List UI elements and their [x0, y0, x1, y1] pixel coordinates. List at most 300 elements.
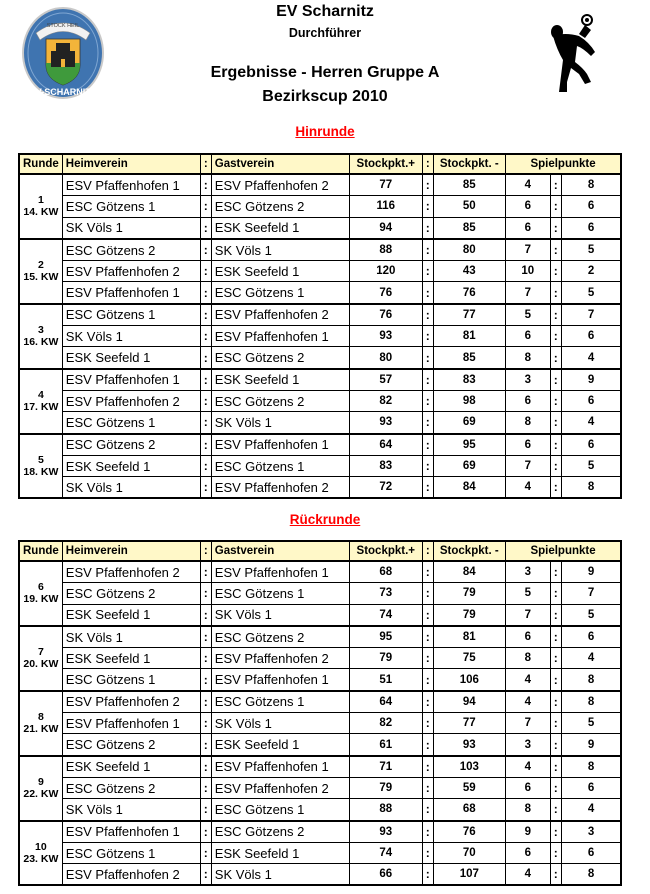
- calendar-week: 15. KW: [23, 271, 59, 284]
- spielpunkte-guest: 8: [561, 174, 621, 196]
- table-row: [19, 626, 621, 648]
- table-row: [19, 196, 621, 217]
- home-team: ESK Seefeld 1: [62, 455, 200, 476]
- home-team: SK Völs 1: [62, 217, 200, 239]
- separator: :: [422, 842, 433, 863]
- separator: :: [550, 842, 561, 863]
- stockpunkte-minus: 103: [433, 756, 505, 778]
- separator: :: [422, 756, 433, 778]
- stockpunkte-minus: 98: [433, 390, 505, 411]
- home-team: ESC Götzens 1: [62, 669, 200, 691]
- svg-text:EV-SCHARNITZ: EV-SCHARNITZ: [29, 87, 97, 97]
- spielpunkte-home: 6: [505, 777, 550, 798]
- guest-team: ESV Pfaffenhofen 1: [211, 326, 349, 347]
- calendar-week: 16. KW: [23, 336, 59, 349]
- separator: :: [422, 669, 433, 691]
- separator: :: [550, 412, 561, 434]
- separator: :: [550, 455, 561, 476]
- guest-team: SK Völs 1: [211, 713, 349, 734]
- spielpunkte-home: 10: [505, 261, 550, 282]
- separator: :: [422, 347, 433, 369]
- guest-team: ESK Seefeld 1: [211, 217, 349, 239]
- stockpunkte-plus: 72: [349, 477, 422, 499]
- stockpunkte-minus: 75: [433, 648, 505, 669]
- rueckrunde-title: Rückrunde: [289, 512, 361, 527]
- table-row: [19, 648, 621, 669]
- separator: :: [200, 477, 211, 499]
- round-number: 6: [37, 581, 44, 594]
- separator: :: [200, 196, 211, 217]
- spielpunkte-home: 4: [505, 756, 550, 778]
- table-header-row: [19, 154, 621, 174]
- home-team: ESK Seefeld 1: [62, 604, 200, 626]
- stockpunkte-plus: 93: [349, 326, 422, 347]
- stockpunkte-plus: 93: [349, 412, 422, 434]
- spielpunkte-home: 8: [505, 412, 550, 434]
- stockpunkte-plus: 64: [349, 691, 422, 713]
- round-number: 1: [37, 194, 44, 207]
- spielpunkte-home: 6: [505, 196, 550, 217]
- separator: :: [422, 626, 433, 648]
- separator: :: [550, 864, 561, 886]
- col-gastverein: Gastverein: [211, 154, 349, 174]
- spielpunkte-home: 9: [505, 821, 550, 843]
- stock-shooter-figure-icon: [545, 12, 605, 94]
- separator: :: [550, 477, 561, 499]
- guest-team: ESC Götzens 1: [211, 691, 349, 713]
- spielpunkte-home: 3: [505, 369, 550, 391]
- separator: :: [200, 821, 211, 843]
- guest-team: ESC Götzens 1: [211, 282, 349, 304]
- home-team: ESV Pfaffenhofen 2: [62, 691, 200, 713]
- separator: :: [200, 326, 211, 347]
- spielpunkte-home: 3: [505, 561, 550, 583]
- separator: :: [200, 648, 211, 669]
- page-header: [0, 0, 650, 120]
- home-team: ESC Götzens 2: [62, 434, 200, 456]
- table-row: [19, 842, 621, 863]
- separator: :: [200, 239, 211, 261]
- spielpunkte-guest: 2: [561, 261, 621, 282]
- separator: :: [422, 239, 433, 261]
- spielpunkte-guest: 5: [561, 604, 621, 626]
- separator: :: [550, 174, 561, 196]
- organizer-role: Durchführer: [288, 26, 362, 40]
- stockpunkte-plus: 82: [349, 390, 422, 411]
- table-row: [19, 261, 621, 282]
- home-team: ESC Götzens 1: [62, 196, 200, 217]
- results-subtitle: Ergebnisse - Herren Gruppe A: [210, 64, 440, 81]
- spielpunkte-home: 5: [505, 304, 550, 326]
- separator: :: [422, 734, 433, 756]
- home-team: ESK Seefeld 1: [62, 347, 200, 369]
- spielpunkte-home: 4: [505, 669, 550, 691]
- separator: :: [550, 561, 561, 583]
- stockpunkte-minus: 81: [433, 326, 505, 347]
- stockpunkte-minus: 43: [433, 261, 505, 282]
- separator: :: [200, 561, 211, 583]
- stockpunkte-plus: 61: [349, 734, 422, 756]
- spielpunkte-home: 6: [505, 626, 550, 648]
- separator: :: [200, 369, 211, 391]
- separator: :: [550, 777, 561, 798]
- stockpunkte-minus: 83: [433, 369, 505, 391]
- table-row: [19, 390, 621, 411]
- spielpunkte-guest: 8: [561, 756, 621, 778]
- spielpunkte-guest: 8: [561, 691, 621, 713]
- separator: :: [422, 477, 433, 499]
- round-number: 5: [37, 454, 44, 466]
- table-row: [19, 217, 621, 239]
- spielpunkte-guest: 7: [561, 304, 621, 326]
- club-name: EV Scharnitz: [276, 3, 374, 20]
- hinrunde-title: Hinrunde: [295, 124, 355, 139]
- stockpunkte-minus: 76: [433, 821, 505, 843]
- spielpunkte-home: 7: [505, 713, 550, 734]
- spielpunkte-guest: 6: [561, 196, 621, 217]
- separator: :: [550, 648, 561, 669]
- stockpunkte-minus: 77: [433, 713, 505, 734]
- spielpunkte-home: 6: [505, 326, 550, 347]
- spielpunkte-guest: 3: [561, 821, 621, 843]
- rueckrunde-results-table: [18, 540, 622, 886]
- stockpunkte-plus: 77: [349, 174, 422, 196]
- spielpunkte-guest: 6: [561, 842, 621, 863]
- stockpunkte-plus: 83: [349, 455, 422, 476]
- separator: :: [422, 261, 433, 282]
- stockpunkte-minus: 93: [433, 734, 505, 756]
- separator: :: [200, 282, 211, 304]
- spielpunkte-guest: 6: [561, 217, 621, 239]
- home-team: ESC Götzens 2: [62, 583, 200, 604]
- spielpunkte-home: 8: [505, 799, 550, 821]
- home-team: ESV Pfaffenhofen 1: [62, 369, 200, 391]
- spielpunkte-guest: 9: [561, 561, 621, 583]
- round-cell: [19, 174, 62, 239]
- separator: :: [550, 390, 561, 411]
- separator: :: [422, 455, 433, 476]
- guest-team: SK Völs 1: [211, 412, 349, 434]
- guest-team: ESC Götzens 2: [211, 347, 349, 369]
- stockpunkte-minus: 84: [433, 477, 505, 499]
- home-team: ESC Götzens 1: [62, 842, 200, 863]
- stockpunkte-plus: 88: [349, 239, 422, 261]
- home-team: ESC Götzens 1: [62, 304, 200, 326]
- home-team: SK Völs 1: [62, 626, 200, 648]
- guest-team: ESK Seefeld 1: [211, 842, 349, 863]
- guest-team: ESV Pfaffenhofen 1: [211, 756, 349, 778]
- stockpunkte-plus: 74: [349, 842, 422, 863]
- round-cell: [19, 691, 62, 756]
- stockpunkte-plus: 82: [349, 713, 422, 734]
- separator: :: [200, 626, 211, 648]
- svg-text:STOCK HEIL: STOCK HEIL: [46, 23, 80, 29]
- separator: :: [200, 604, 211, 626]
- table-row: [19, 326, 621, 347]
- stockpunkte-plus: 79: [349, 777, 422, 798]
- table-row: [19, 691, 621, 713]
- guest-team: ESK Seefeld 1: [211, 734, 349, 756]
- spielpunkte-home: 6: [505, 842, 550, 863]
- separator: :: [422, 777, 433, 798]
- separator: :: [550, 261, 561, 282]
- separator: :: [550, 799, 561, 821]
- guest-team: ESC Götzens 1: [211, 583, 349, 604]
- separator: :: [200, 347, 211, 369]
- stockpunkte-minus: 81: [433, 626, 505, 648]
- home-team: ESV Pfaffenhofen 2: [62, 864, 200, 886]
- guest-team: ESV Pfaffenhofen 2: [211, 648, 349, 669]
- separator: :: [550, 282, 561, 304]
- home-team: ESV Pfaffenhofen 2: [62, 390, 200, 411]
- separator: :: [200, 217, 211, 239]
- home-team: ESK Seefeld 1: [62, 756, 200, 778]
- separator: :: [422, 561, 433, 583]
- separator: :: [422, 326, 433, 347]
- separator: :: [200, 455, 211, 476]
- spielpunkte-guest: 8: [561, 669, 621, 691]
- spielpunkte-guest: 5: [561, 455, 621, 476]
- table-row: [19, 304, 621, 326]
- table-row: [19, 239, 621, 261]
- separator: :: [422, 799, 433, 821]
- separator: :: [550, 347, 561, 369]
- separator: :: [550, 713, 561, 734]
- table-row: [19, 583, 621, 604]
- spielpunkte-guest: 6: [561, 390, 621, 411]
- round-cell: [19, 756, 62, 821]
- calendar-week: 14. KW: [23, 206, 59, 219]
- col-spielpunkte: Spielpunkte: [505, 541, 621, 561]
- guest-team: ESC Götzens 2: [211, 390, 349, 411]
- separator: :: [200, 304, 211, 326]
- spielpunkte-home: 7: [505, 239, 550, 261]
- stockpunkte-plus: 71: [349, 756, 422, 778]
- separator: :: [422, 821, 433, 843]
- separator: :: [200, 669, 211, 691]
- separator: :: [422, 604, 433, 626]
- stockpunkte-plus: 95: [349, 626, 422, 648]
- guest-team: ESV Pfaffenhofen 1: [211, 561, 349, 583]
- stockpunkte-minus: 79: [433, 604, 505, 626]
- separator: :: [422, 691, 433, 713]
- calendar-week: 21. KW: [23, 723, 59, 736]
- calendar-week: 17. KW: [23, 401, 59, 414]
- separator: :: [422, 196, 433, 217]
- calendar-week: 22. KW: [23, 788, 59, 801]
- guest-team: ESK Seefeld 1: [211, 261, 349, 282]
- stockpunkte-minus: 107: [433, 864, 505, 886]
- guest-team: ESC Götzens 2: [211, 626, 349, 648]
- separator: :: [550, 734, 561, 756]
- home-team: ESV Pfaffenhofen 1: [62, 713, 200, 734]
- spielpunkte-guest: 9: [561, 369, 621, 391]
- spielpunkte-guest: 4: [561, 799, 621, 821]
- table-row: [19, 734, 621, 756]
- guest-team: ESK Seefeld 1: [211, 369, 349, 391]
- col-runde: Runde: [19, 541, 62, 561]
- separator: :: [200, 583, 211, 604]
- spielpunkte-home: 6: [505, 390, 550, 411]
- col-separator: :: [422, 541, 433, 561]
- spielpunkte-guest: 7: [561, 583, 621, 604]
- stockpunkte-plus: 94: [349, 217, 422, 239]
- separator: :: [550, 326, 561, 347]
- hinrunde-results-table: [18, 153, 622, 499]
- spielpunkte-home: 7: [505, 604, 550, 626]
- home-team: ESC Götzens 1: [62, 412, 200, 434]
- table-row: [19, 347, 621, 369]
- separator: :: [422, 304, 433, 326]
- round-number: 3: [37, 324, 44, 337]
- stockpunkte-minus: 79: [433, 583, 505, 604]
- round-cell: [19, 626, 62, 691]
- separator: :: [422, 217, 433, 239]
- round-cell: [19, 561, 62, 626]
- separator: :: [550, 604, 561, 626]
- spielpunkte-guest: 6: [561, 434, 621, 456]
- spielpunkte-guest: 6: [561, 777, 621, 798]
- spielpunkte-home: 8: [505, 347, 550, 369]
- round-cell: [19, 304, 62, 369]
- home-team: ESC Götzens 2: [62, 777, 200, 798]
- guest-team: ESC Götzens 1: [211, 455, 349, 476]
- separator: :: [422, 434, 433, 456]
- separator: :: [550, 196, 561, 217]
- guest-team: ESC Götzens 2: [211, 821, 349, 843]
- stockpunkte-minus: 50: [433, 196, 505, 217]
- guest-team: SK Völs 1: [211, 239, 349, 261]
- table-row: [19, 282, 621, 304]
- stockpunkte-plus: 88: [349, 799, 422, 821]
- stockpunkte-minus: 69: [433, 412, 505, 434]
- separator: :: [422, 390, 433, 411]
- separator: :: [422, 412, 433, 434]
- col-runde: Runde: [19, 154, 62, 174]
- round-number: 9: [37, 776, 44, 789]
- home-team: ESC Götzens 2: [62, 239, 200, 261]
- stockpunkte-plus: 74: [349, 604, 422, 626]
- separator: :: [200, 777, 211, 798]
- guest-team: ESV Pfaffenhofen 1: [211, 669, 349, 691]
- calendar-week: 20. KW: [23, 658, 59, 671]
- table-row: [19, 455, 621, 476]
- table-row: [19, 412, 621, 434]
- separator: :: [200, 799, 211, 821]
- separator: :: [422, 282, 433, 304]
- stockpunkte-minus: 76: [433, 282, 505, 304]
- table-row: [19, 669, 621, 691]
- spielpunkte-guest: 4: [561, 648, 621, 669]
- separator: :: [200, 734, 211, 756]
- stockpunkte-minus: 69: [433, 455, 505, 476]
- separator: :: [200, 434, 211, 456]
- spielpunkte-guest: 4: [561, 412, 621, 434]
- stockpunkte-plus: 116: [349, 196, 422, 217]
- spielpunkte-guest: 9: [561, 734, 621, 756]
- spielpunkte-guest: 5: [561, 713, 621, 734]
- separator: :: [200, 842, 211, 863]
- guest-team: ESC Götzens 2: [211, 196, 349, 217]
- stockpunkte-plus: 76: [349, 304, 422, 326]
- stockpunkte-minus: 85: [433, 217, 505, 239]
- stockpunkte-minus: 84: [433, 561, 505, 583]
- separator: :: [200, 174, 211, 196]
- guest-team: ESV Pfaffenhofen 1: [211, 434, 349, 456]
- stockpunkte-minus: 106: [433, 669, 505, 691]
- stockpunkte-plus: 76: [349, 282, 422, 304]
- spielpunkte-guest: 6: [561, 626, 621, 648]
- stockpunkte-plus: 80: [349, 347, 422, 369]
- separator: :: [200, 713, 211, 734]
- spielpunkte-home: 7: [505, 282, 550, 304]
- col-separator: :: [422, 154, 433, 174]
- spielpunkte-guest: 8: [561, 864, 621, 886]
- stockpunkte-minus: 77: [433, 304, 505, 326]
- round-number: 8: [37, 711, 44, 724]
- calendar-week: 23. KW: [23, 853, 59, 865]
- col-heimverein: Heimverein: [62, 154, 200, 174]
- home-team: ESC Götzens 2: [62, 734, 200, 756]
- table-row: [19, 561, 621, 583]
- spielpunkte-home: 8: [505, 648, 550, 669]
- separator: :: [422, 583, 433, 604]
- spielpunkte-home: 6: [505, 217, 550, 239]
- separator: :: [550, 304, 561, 326]
- separator: :: [200, 756, 211, 778]
- spielpunkte-guest: 4: [561, 347, 621, 369]
- col-separator: :: [200, 154, 211, 174]
- stockpunkte-plus: 64: [349, 434, 422, 456]
- separator: :: [200, 390, 211, 411]
- table-row: [19, 777, 621, 798]
- spielpunkte-home: 4: [505, 864, 550, 886]
- home-team: ESV Pfaffenhofen 1: [62, 282, 200, 304]
- separator: :: [550, 369, 561, 391]
- separator: :: [550, 669, 561, 691]
- spielpunkte-home: 3: [505, 734, 550, 756]
- separator: :: [550, 217, 561, 239]
- stockpunkte-plus: 93: [349, 821, 422, 843]
- separator: :: [200, 691, 211, 713]
- separator: :: [550, 583, 561, 604]
- table-row: [19, 477, 621, 499]
- separator: :: [200, 261, 211, 282]
- separator: :: [200, 864, 211, 886]
- round-number: 10: [35, 841, 47, 853]
- stockpunkte-minus: 95: [433, 434, 505, 456]
- home-team: ESV Pfaffenhofen 1: [62, 821, 200, 843]
- table-row: [19, 799, 621, 821]
- round-number: 2: [37, 259, 44, 272]
- table-row: [19, 864, 621, 886]
- stockpunkte-minus: 70: [433, 842, 505, 863]
- spielpunkte-home: 4: [505, 477, 550, 499]
- separator: :: [550, 691, 561, 713]
- col-heimverein: Heimverein: [62, 541, 200, 561]
- home-team: ESV Pfaffenhofen 2: [62, 261, 200, 282]
- stockpunkte-plus: 66: [349, 864, 422, 886]
- spielpunkte-guest: 5: [561, 282, 621, 304]
- table-row: [19, 756, 621, 778]
- stockpunkte-plus: 68: [349, 561, 422, 583]
- spielpunkte-home: 6: [505, 434, 550, 456]
- col-stockpkt-plus: Stockpkt.+: [349, 154, 422, 174]
- stockpunkte-minus: 59: [433, 777, 505, 798]
- stockpunkte-minus: 85: [433, 347, 505, 369]
- guest-team: SK Völs 1: [211, 864, 349, 886]
- separator: :: [550, 626, 561, 648]
